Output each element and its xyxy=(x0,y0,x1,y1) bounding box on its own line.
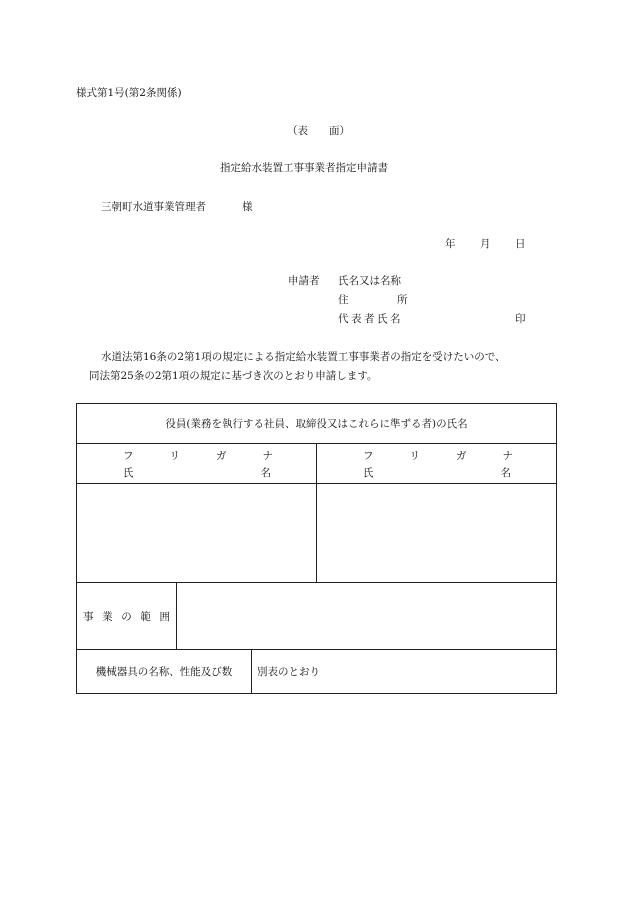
scope-char: 事 xyxy=(83,610,94,623)
applicant-rep-label: 代表者氏名 xyxy=(338,313,403,325)
date-month: 月 xyxy=(480,238,491,250)
furigana-char: リ xyxy=(169,449,180,462)
furigana-char: フ xyxy=(363,449,374,462)
applicant-address-label-2: 所 xyxy=(397,294,408,306)
furigana-char: ガ xyxy=(456,449,467,462)
officers-right-heading xyxy=(317,444,557,484)
business-scope-entry[interactable] xyxy=(177,583,557,650)
scope-char: 業 xyxy=(102,610,113,623)
addressee-honorific: 様 xyxy=(242,201,253,213)
applicant-name-label: 氏名又は名称 xyxy=(338,275,401,287)
scope-char: 範 xyxy=(140,610,151,623)
furigana-char: リ xyxy=(409,449,420,462)
name-char: 名 xyxy=(500,466,511,479)
page-title: 指定給水装置工事事業者指定申請書 xyxy=(220,162,388,174)
furigana-label xyxy=(363,448,513,463)
officers-header: 役員(業務を執行する社員、取締役又はこれらに準ずる者)の氏名 xyxy=(77,404,557,444)
seal-mark: 印 xyxy=(515,313,526,325)
furigana-label xyxy=(123,448,273,463)
body-line-2: 同法第25条の2第1項の規定に基づき次のとおり申請します。 xyxy=(89,370,378,382)
applicant-label: 申請者 xyxy=(288,275,320,287)
name-label xyxy=(123,465,271,480)
side-label: （表 面） xyxy=(287,125,350,137)
application-table xyxy=(76,403,557,694)
furigana-char: ナ xyxy=(262,449,273,462)
date-day: 日 xyxy=(515,238,526,250)
form-number: 様式第1号(第2条関係) xyxy=(76,87,182,99)
furigana-char: フ xyxy=(123,449,134,462)
name-label xyxy=(363,465,511,480)
equipment-value: 別表のとおり xyxy=(252,650,557,694)
equipment-label: 機械器具の名称、性能及び数 xyxy=(77,650,252,694)
officers-right-entry[interactable] xyxy=(317,484,557,583)
body-line-1: 水道法第16条の2第1項の規定による指定給水装置工事事業者の指定を受けたいので、 xyxy=(101,351,506,363)
date-year: 年 xyxy=(445,238,456,250)
scope-char: 囲 xyxy=(159,610,170,623)
officers-left-entry[interactable] xyxy=(77,484,317,583)
officers-left-heading xyxy=(77,444,317,484)
applicant-address-label-1: 住 xyxy=(338,294,349,306)
business-scope-label xyxy=(77,583,177,650)
furigana-char: ナ xyxy=(502,449,513,462)
name-char: 氏 xyxy=(123,466,134,479)
addressee-name: 三朝町水道事業管理者 xyxy=(101,201,206,213)
name-char: 名 xyxy=(260,466,271,479)
furigana-char: ガ xyxy=(216,449,227,462)
name-char: 氏 xyxy=(363,466,374,479)
scope-char: の xyxy=(121,610,132,623)
